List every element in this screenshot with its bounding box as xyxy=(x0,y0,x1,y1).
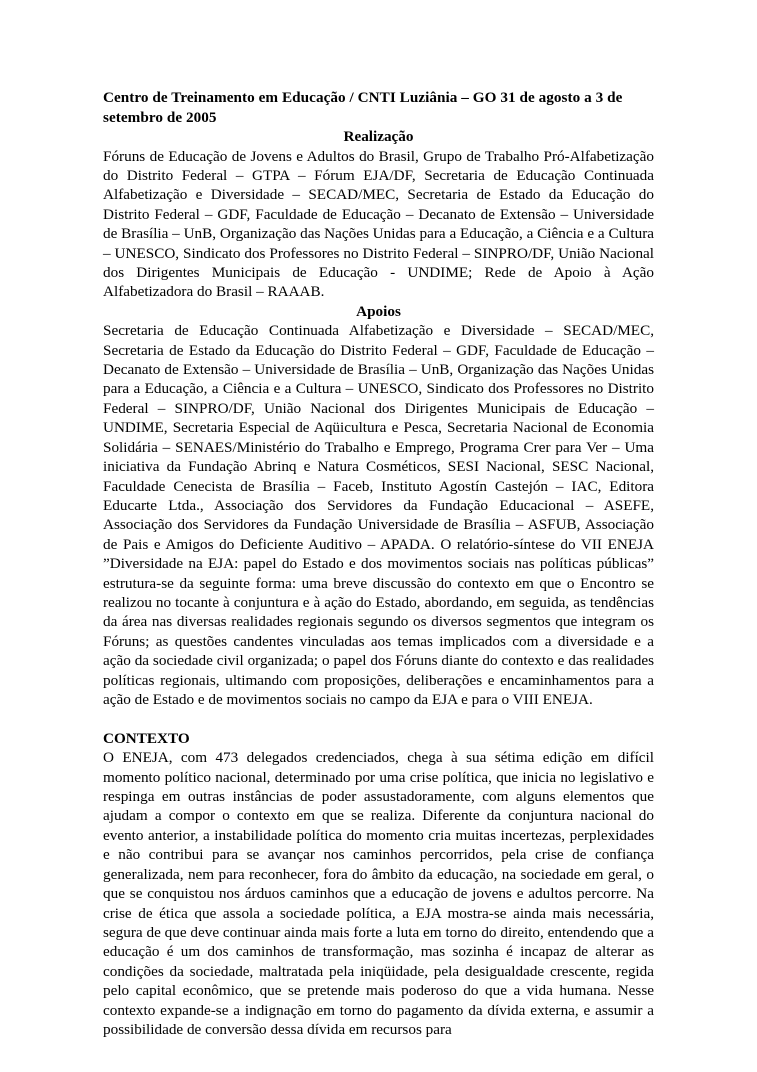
section-body-apoios: Secretaria de Educação Continuada Alfabetização e Diversidade – SECAD/MEC, Secretaria de Estado da Educação do Distrito Federal – GDF, Faculdade de Educação – Decanato de Extensão – Universidade de Brasília – UnB, Organização das Nações Unidas para a Educação, a Ciência e a Cultura – UNESCO, Sindicato dos Professores no Distrito Federal – SINPRO/DF, União Nacional dos Dirigentes Municipais de Educação – UNDIME, Secretaria Especial de Aqüicultura e Pesca, Secretaria Nacional de Economia Solidária – SENAES/Ministério do Trabalho e Emprego, Programa Crer para Ver – Uma iniciativa da Fundação Abrinq e Natura Cosméticos, SESI Nacional, SESC Nacional, Faculdade Cenecista de Brasília – Faceb, Instituto Agostín Castejón – IAC, Editora Educarte Ltda., Associação dos Servidores da Fundação Educacional – ASEFE, Associação dos Servidores da Fundação Universidade de Brasília – ASFUB, Associação de Pais e Amigos do Deficiente Auditivo – APADA. O relatório-síntese do VII ENEJA ”Diversidade na EJA: papel do Estado e dos movimentos sociais nas políticas públicas” estrutura-se da seguinte forma: uma breve discussão do contexto em que o Encontro se realizou no tocante à conjuntura e à ação do Estado, abordando, em seguida, as tendências da área nas diversas realidades regionais segundo os diversos segmentos que integram os Fóruns; as questões candentes vinculadas aos temas implicados com a diversidade e a ação da sociedade civil organizada; o papel dos Fóruns diante do contexto e das realidades políticas regionais, ultimando com proposições, deliberações e encaminhamentos para a ação de Estado e de movimentos sociais no campo da EJA e para o VIII ENEJA. xyxy=(103,322,654,708)
section-heading-contexto: CONTEXTO xyxy=(103,729,190,747)
section-body-contexto: O ENEJA, com 473 delegados credenciados, chega à sua sétima edição em difícil momento político nacional, determinado por uma crise política, que inicia no legislativo e respinga em outras instâncias de poder assustadoramente, com alguns elementos que ajudam a compor o contexto em que se realiza. Diferente da conjuntura nacional do evento anterior, a instabilidade política do momento cria muitas incertezas, perplexidades e não contribui para se avançar nos caminhos percorridos, pela crise de confiança generalizada, nem para reconhecer, fora do âmbito da educação, na sociedade em geral, o que se conquistou nos árduos caminhos que a educação de jovens e adultos percorre. Na crise de ética que assola a sociedade política, a EJA mostra-se ainda mais necessária, segura de que deve continuar ainda mais forte a luta em torno do direito, entendendo que a educação é um dos caminhos de transformação, mas sozinha é incapaz de alterar as condições da sociedade, maltratada pela iniqüidade, pela desigualdade crescente, regida pelo capital econômico, que se pretende mais poderoso do que a vida humana. Nesse contexto expande-se a indignação em torno do pagamento da dívida externa, e assumir a possibilidade de conversão dessa dívida em recursos para xyxy=(103,749,654,1038)
document-body xyxy=(103,88,654,1039)
section-heading-apoios: Apoios xyxy=(356,302,401,320)
document-title: Centro de Treinamento em Educação / CNTI Luziânia – GO 31 de agosto a 3 de setembro de 2005 xyxy=(103,89,623,126)
paragraph-spacer xyxy=(103,709,654,728)
section-heading-realizacao: Realização xyxy=(343,128,414,145)
section-body-realizacao: Fóruns de Educação de Jovens e Adultos do Brasil, Grupo de Trabalho Pró-Alfabetização do Distrito Federal – GTPA – Fórum EJA/DF, Secretaria de Educação Continuada Alfabetização e Diversidade – SECAD/MEC, Secretaria de Estado da Educação do Distrito Federal – GDF, Faculdade de Educação – Decanato de Extensão – Universidade de Brasília – UnB, Organização das Nações Unidas para a Educação, a Ciência e a Cultura – UNESCO, Sindicato dos Professores no Distrito Federal – SINPRO/DF, União Nacional dos Dirigentes Municipais de Educação - UNDIME; Rede de Apoio à Ação Alfabetizadora do Brasil – RAAAB. xyxy=(103,147,654,301)
